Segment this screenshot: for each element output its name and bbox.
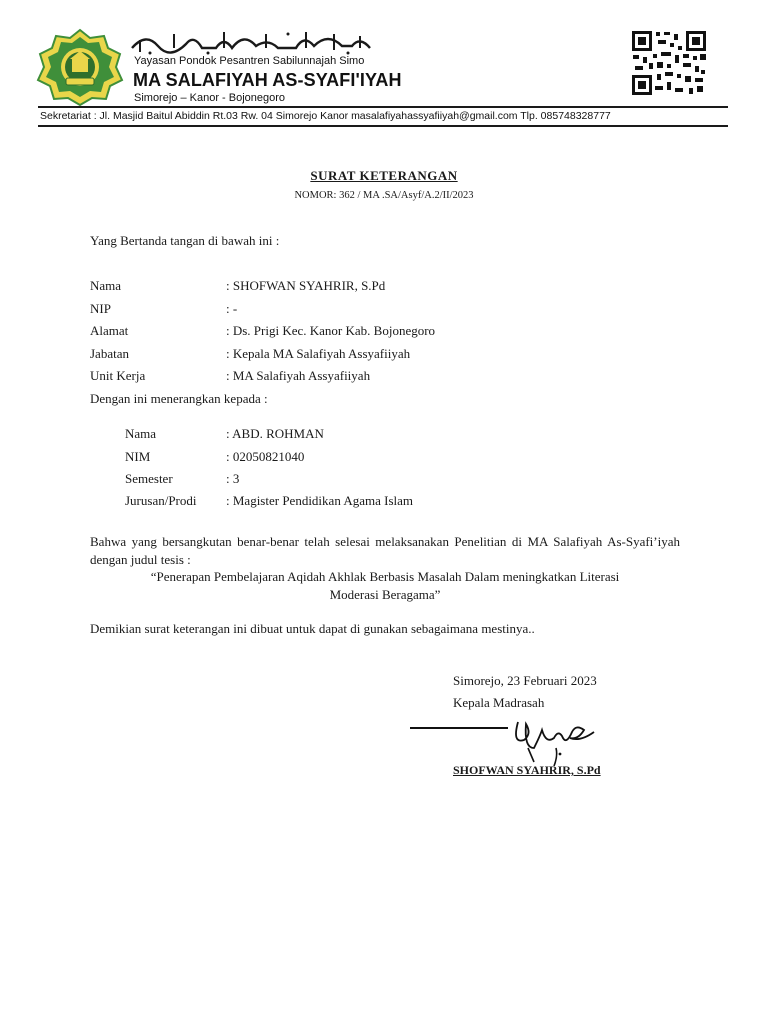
signer-label: Unit Kerja: [90, 368, 146, 383]
thesis-title: [90, 568, 680, 604]
signer-value: : Kepala MA Salafiyah Assyafiiyah: [226, 346, 411, 361]
document-number: NOMOR: 362 / MA .SA/Asyf/A.2/II/2023: [294, 190, 474, 201]
subject-value: : Magister Pendidikan Agama Islam: [226, 493, 414, 508]
intro-text: Yang Bertanda tangan di bawah ini :: [90, 233, 280, 248]
signature-position: Kepala Madrasah: [453, 695, 545, 710]
signer-label: Jabatan: [90, 346, 129, 361]
signature-name: SHOFWAN SYAHRIR, S.Pd: [453, 763, 601, 777]
yayasan-name: Yayasan Pondok Pesantren Sabilunnajah Simo: [134, 55, 365, 67]
qr-code: [631, 30, 707, 96]
signer-value: : SHOFWAN SYAHRIR, S.Pd: [226, 278, 386, 293]
letterhead-rule-bottom: [38, 125, 728, 127]
subject-label: Nama: [125, 426, 157, 441]
signer-value: : MA Salafiyah Assyafiiyah: [226, 368, 371, 383]
signature-place-date: Simorejo, 23 Februari 2023: [453, 673, 597, 688]
signer-value: : Ds. Prigi Kec. Kanor Kab. Bojonegoro: [226, 323, 436, 338]
declaration-text: Dengan ini menerangkan kepada :: [90, 391, 268, 406]
school-address: Simorejo – Kanor - Bojonegoro: [134, 92, 286, 104]
arabic-name-logotype: [128, 28, 374, 56]
subject-value: : 3: [226, 471, 240, 486]
signer-value: : -: [226, 301, 238, 316]
document-title: SURAT KETERANGAN: [310, 168, 458, 183]
school-name: MA SALAFIYAH AS-SYAFI'IYAH: [133, 70, 402, 90]
school-logo: [34, 28, 126, 106]
subject-label: Semester: [125, 471, 173, 486]
letterhead-rule-top: [38, 106, 728, 108]
signer-label: Alamat: [90, 323, 129, 338]
secretariat-line: Sekretariat : Jl. Masjid Baitul Abiddin Rt.03 Rw. 04 Simorejo Kanor masalafiyahassyafiiyah@gmail.com Tlp. 085748328777: [40, 110, 611, 122]
body-paragraph: Bahwa yang bersangkutan benar-benar telah selesai melaksanakan Penelitian di MA Salafiyah As-Syafi’iyah dengan judul tesis :: [90, 534, 680, 567]
closing-text: Demikian surat keterangan ini dibuat untuk dapat di gunakan sebagaimana mestinya..: [90, 621, 535, 636]
subject-label: NIM: [125, 449, 151, 464]
subject-label: Jurusan/Prodi: [125, 493, 197, 508]
signer-label: Nama: [90, 278, 122, 293]
thesis-title-line: “Penerapan Pembelajaran Aqidah Akhlak Berbasis Masalah Dalam meningkatkan Literasi: [150, 569, 620, 584]
subject-value: : ABD. ROHMAN: [226, 426, 324, 441]
signer-label: NIP: [90, 301, 111, 316]
thesis-title-line: Moderasi Beragama”: [329, 587, 441, 602]
subject-value: : 02050821040: [226, 449, 305, 464]
